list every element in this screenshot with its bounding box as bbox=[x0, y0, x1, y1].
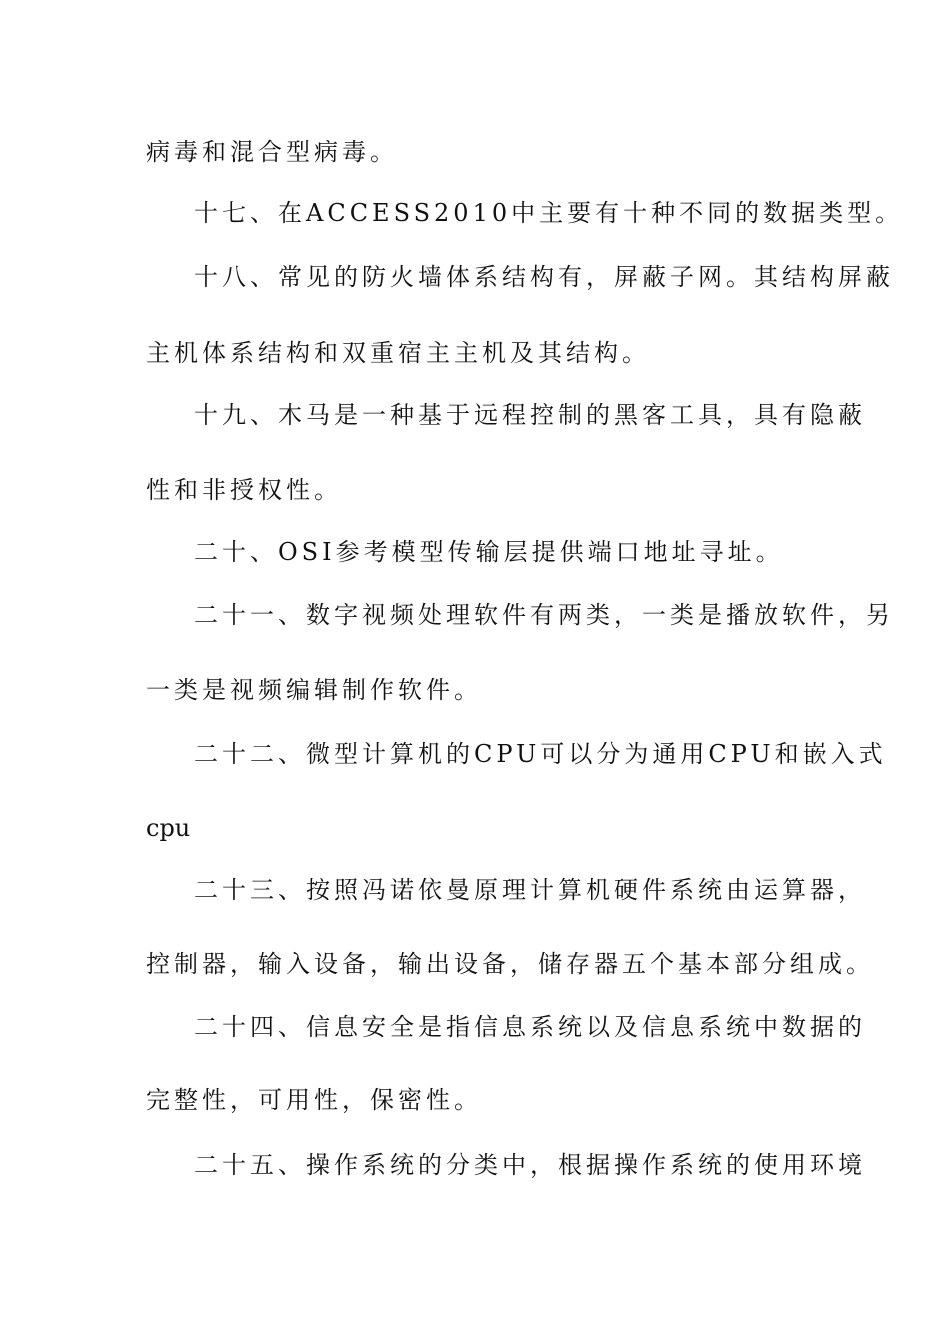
text-line: 二十一、数字视频处理软件有两类，一类是播放软件，另 bbox=[194, 601, 894, 629]
text-line: 二十、OSI参考模型传输层提供端口地址寻址。 bbox=[194, 538, 784, 566]
text-line: 性和非授权性。 bbox=[146, 476, 342, 504]
text-line: 完整性，可用性，保密性。 bbox=[146, 1086, 482, 1114]
text-line: 二十二、微型计算机的CPU可以分为通用CPU和嵌入式 bbox=[194, 740, 887, 768]
text-line: 控制器，输入设备，输出设备，储存器五个基本部分组成。 bbox=[146, 950, 874, 978]
text-line: 一类是视频编辑制作软件。 bbox=[146, 676, 482, 704]
text-line: 十九、木马是一种基于远程控制的黑客工具，具有隐蔽 bbox=[194, 401, 866, 429]
text-line: 二十三、按照冯诺依曼原理计算机硬件系统由运算器， bbox=[194, 876, 866, 904]
text-line: cpu bbox=[146, 814, 191, 842]
text-line: 二十四、信息安全是指信息系统以及信息系统中数据的 bbox=[194, 1013, 866, 1041]
text-line: 十八、常见的防火墙体系结构有，屏蔽子网。其结构屏蔽 bbox=[194, 263, 894, 291]
text-line: 二十五、操作系统的分类中，根据操作系统的使用环境 bbox=[194, 1151, 866, 1179]
text-line: 十七、在ACCESS2010中主要有十种不同的数据类型。 bbox=[194, 199, 904, 227]
text-line: 病毒和混合型病毒。 bbox=[146, 138, 398, 166]
text-line: 主机体系结构和双重宿主主机及其结构。 bbox=[146, 339, 650, 367]
